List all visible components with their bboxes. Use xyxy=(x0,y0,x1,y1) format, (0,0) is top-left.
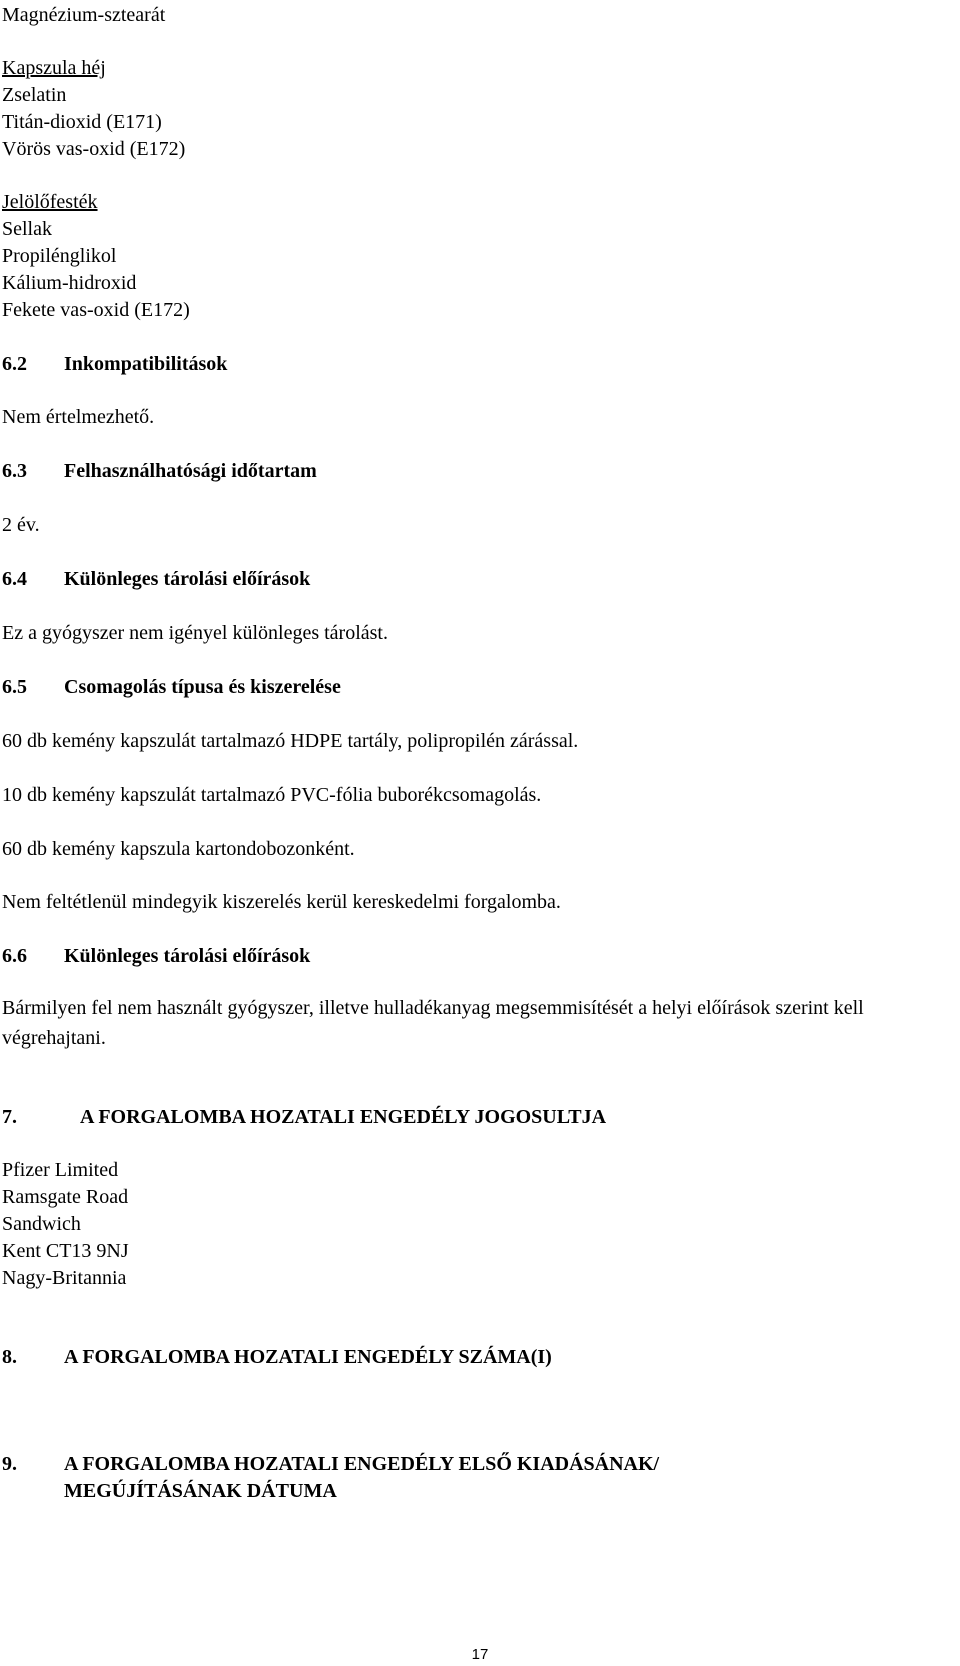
section-6-6-text: Bármilyen fel nem használt gyógyszer, illetve hulladékanyag megsemmisítését a helyi előírások szerint kell végrehajtani. xyxy=(2,997,864,1049)
ink-heading: Jelölőfesték xyxy=(2,191,98,213)
section-6-5-paragraph-4: Nem feltétlenül mindegyik kiszerelés kerül kereskedelmi forgalomba. xyxy=(2,891,561,913)
section-6-4-number: 6.4 xyxy=(2,568,27,590)
ingredient-magnesium: Magnézium-sztearát xyxy=(2,4,166,26)
section-6-3-title: Felhasználhatósági időtartam xyxy=(64,460,317,482)
ingredient-potassium: Kálium-hidroxid xyxy=(2,272,137,294)
section-6-3-text: 2 év. xyxy=(2,514,40,536)
section-7-number: 7. xyxy=(2,1106,17,1128)
section-6-2-number: 6.2 xyxy=(2,353,27,375)
section-6-2-title: Inkompatibilitások xyxy=(64,353,228,375)
address-line-4: Kent CT13 9NJ xyxy=(2,1240,129,1262)
address-line-2: Ramsgate Road xyxy=(2,1186,129,1208)
section-6-6-title: Különleges tárolási előírások xyxy=(64,945,311,967)
section-9-title-line-1: A FORGALOMBA HOZATALI ENGEDÉLY ELSŐ KIADÁSÁNAK/ xyxy=(64,1453,660,1475)
ingredient-black-iron: Fekete vas-oxid (E172) xyxy=(2,299,190,321)
section-6-5-paragraph-1: 60 db kemény kapszulát tartalmazó HDPE tartály, polipropilén zárással. xyxy=(2,730,579,752)
address-line-3: Sandwich xyxy=(2,1213,81,1235)
section-6-3-number: 6.3 xyxy=(2,460,27,482)
section-6-4-title: Különleges tárolási előírások xyxy=(64,568,311,590)
ingredient-propylene: Propilénglikol xyxy=(2,245,117,267)
section-9-title-line-2: MEGÚJÍTÁSÁNAK DÁTUMA xyxy=(64,1480,337,1502)
ingredient-shellac: Sellak xyxy=(2,218,52,240)
section-6-4-text: Ez a gyógyszer nem igényel különleges tárolást. xyxy=(2,622,388,644)
section-9-number: 9. xyxy=(2,1453,17,1475)
page-number: 17 xyxy=(471,1646,489,1663)
section-6-2-text: Nem értelmezhető. xyxy=(2,406,155,428)
section-6-5-title: Csomagolás típusa és kiszerelése xyxy=(64,676,341,698)
section-6-5-paragraph-3: 60 db kemény kapszula kartondobozonként. xyxy=(2,838,355,860)
section-6-5-paragraph-2: 10 db kemény kapszulát tartalmazó PVC-fólia buborékcsomagolás. xyxy=(2,784,542,806)
section-8-number: 8. xyxy=(2,1346,17,1368)
address-line-1: Pfizer Limited xyxy=(2,1159,119,1181)
ingredient-red-iron: Vörös vas-oxid (E172) xyxy=(2,138,186,160)
ingredient-gelatin: Zselatin xyxy=(2,84,67,106)
capsule-shell-heading: Kapszula héj xyxy=(2,57,106,79)
address-line-5: Nagy-Britannia xyxy=(2,1267,127,1289)
section-8-title: A FORGALOMBA HOZATALI ENGEDÉLY SZÁMA(I) xyxy=(64,1346,552,1368)
section-7-title: A FORGALOMBA HOZATALI ENGEDÉLY JOGOSULTJA xyxy=(80,1106,607,1128)
ingredient-titanium: Titán-dioxid (E171) xyxy=(2,111,162,133)
section-6-6-number: 6.6 xyxy=(2,945,27,967)
section-6-5-number: 6.5 xyxy=(2,676,27,698)
